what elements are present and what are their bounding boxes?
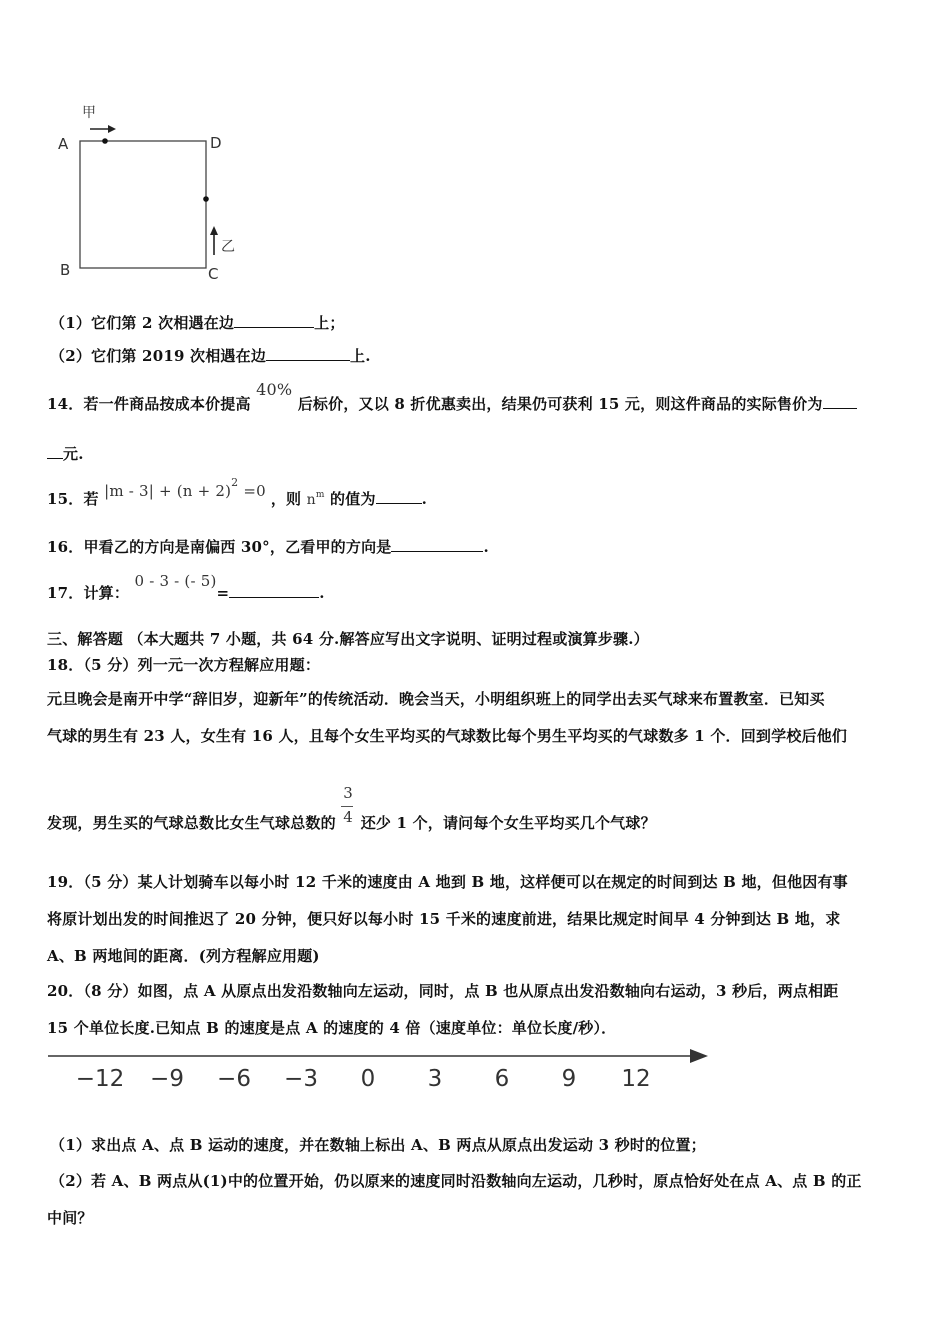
label-yi: 乙 xyxy=(221,239,235,255)
number-line-tick-label: −3 xyxy=(284,1066,318,1092)
q16-line xyxy=(47,536,489,557)
q18-line3-pre: 发现，男生买的气球总数比女生气球总数的 xyxy=(47,814,336,832)
q14-post: 后标价，又以 8 折优惠卖出，结果仍可获利 15 元，则这件商品的实际售价为 xyxy=(297,395,823,413)
q18-line1: 元旦晚会是南开中学“辞旧岁，迎新年”的传统活动．晚会当天，小明组织班上的同学出去买气球来布置教室．已知买 xyxy=(47,690,825,708)
q15-power-base: n xyxy=(306,492,316,508)
corner-label-c: C xyxy=(208,265,219,283)
q14-unit: 元. xyxy=(63,445,84,463)
q15-pre: 15．若 xyxy=(47,490,99,508)
number-line-tick-label: 12 xyxy=(621,1066,651,1092)
point-jia xyxy=(102,138,108,144)
q13-sub2 xyxy=(50,345,371,366)
square-figure xyxy=(50,95,250,295)
number-line-ticks xyxy=(76,1066,651,1092)
q14-line2 xyxy=(47,443,84,464)
q15-eq: =0 xyxy=(243,482,266,500)
q17-line xyxy=(47,572,325,603)
q19-line2: 将原计划出发的时间推迟了 20 分钟，便只好以每小时 15 千米的速度前进，结果比规定时间早 4 分钟到达 B 地，求 xyxy=(47,910,841,928)
q17-blank[interactable] xyxy=(229,583,319,598)
q20-sub1: （1）求出点 A、点 B 运动的速度，并在数轴上标出 A、B 两点从原点出发运动 3 秒时的位置； xyxy=(50,1136,706,1154)
q14-line xyxy=(47,380,857,414)
q15-mid-text: ，则 xyxy=(270,490,302,508)
q15-blank[interactable] xyxy=(376,489,422,504)
number-line-tick-label: 3 xyxy=(427,1066,443,1092)
q19-line3: A、B 两地间的距离．(列方程解应用题) xyxy=(47,947,320,965)
number-line-tick-label: 0 xyxy=(360,1066,376,1092)
q15-power-exp: m xyxy=(315,490,325,500)
q16-blank[interactable] xyxy=(391,537,483,552)
number-line xyxy=(44,1042,724,1102)
number-line-tick-label: −6 xyxy=(217,1066,251,1092)
arrow-jia-head xyxy=(108,125,116,133)
arrow-yi-head xyxy=(210,226,218,235)
q15-end: . xyxy=(421,490,428,508)
q13-sub2-pre: （2）它们第 2019 次相遇在边 xyxy=(50,347,267,365)
q14-percent: 40% xyxy=(256,380,293,399)
q18-fraction xyxy=(341,784,355,828)
square-abcd xyxy=(80,141,206,268)
q16-end: . xyxy=(483,538,489,556)
corner-label-d: D xyxy=(210,134,222,152)
q18-line3-post: 还少 1 个，请问每个女生平均买几个气球？ xyxy=(360,814,656,832)
q15-line xyxy=(47,476,428,509)
q15-expression: $|m - 3| + (n + 2)^2 =0$ xyxy=(104,476,266,500)
q17-end: . xyxy=(319,584,325,602)
corner-label-a: A xyxy=(58,135,69,153)
q20-sub2-line1: （2）若 A、B 两点从(1)中的位置开始，仍以原来的速度同时沿数轴向左运动，几秒时，原点恰好处在点 A、点 B 的正 xyxy=(50,1172,862,1190)
q14-blank-a[interactable] xyxy=(823,394,857,409)
q13-sub2-blank[interactable] xyxy=(266,346,350,361)
point-yi xyxy=(203,196,209,202)
number-line-tick-label: −9 xyxy=(150,1066,184,1092)
q15-post: 的值为 xyxy=(330,490,376,508)
q20-line1: 20．（8 分）如图，点 A 从原点出发沿数轴向左运动，同时，点 B 也从原点出发沿数轴向右运动，3 秒后，两点相距 xyxy=(47,982,839,1000)
q19-line1: 19．（5 分）某人计划骑车以每小时 12 千米的速度由 A 地到 B 地，这样便可以在规定的时间到达 B 地，但他因有事 xyxy=(47,873,848,891)
q20-line2: 15 个单位长度.已知点 B 的速度是点 A 的速度的 4 倍（速度单位：单位长度/秒）． xyxy=(47,1019,617,1037)
q18-line2: 气球的男生有 23 人，女生有 16 人，且每个女生平均买的气球数比每个男生平均买的气球数多 1 个．回到学校后他们 xyxy=(47,727,848,745)
q18-frac-bar xyxy=(341,806,353,807)
q17-pre: 17．计算： xyxy=(47,584,130,602)
q15-power xyxy=(307,492,325,508)
q17-eq: = xyxy=(216,584,230,602)
number-line-arrow xyxy=(690,1049,708,1063)
q15-mid: + (n + 2) xyxy=(159,482,232,500)
q13-sub2-post: 上. xyxy=(350,347,371,365)
q17-expr: 0 - 3 - (- 5) xyxy=(134,572,217,590)
q15-abs: m - 3 xyxy=(109,482,149,500)
number-line-tick-label: −12 xyxy=(75,1066,125,1092)
q13-sub1 xyxy=(50,312,345,333)
q13-sub1-pre: （1）它们第 2 次相遇在边 xyxy=(50,314,235,332)
corner-label-b: B xyxy=(60,261,71,279)
section3-header: 三、解答题 （本大题共 7 小题，共 64 分.解答应写出文字说明、证明过程或演算步骤.） xyxy=(47,630,649,648)
q18-line3 xyxy=(47,784,656,833)
label-jia: 甲 xyxy=(82,105,96,121)
number-line-tick-label: 9 xyxy=(561,1066,577,1092)
q14-pre: 14．若一件商品按成本价提高 xyxy=(47,395,251,413)
q18-title: 18．（5 分）列一元一次方程解应用题： xyxy=(47,656,321,674)
q18-frac-den: 4 xyxy=(343,808,353,826)
q13-sub1-post: 上； xyxy=(314,314,345,332)
q18-frac-num: 3 xyxy=(343,784,353,802)
q20-sub2-line2: 中间？ xyxy=(47,1209,93,1227)
q16-text: 16．甲看乙的方向是南偏西 30°，乙看甲的方向是 xyxy=(47,538,392,556)
number-line-tick-label: 6 xyxy=(494,1066,510,1092)
q13-sub1-blank[interactable] xyxy=(234,313,314,328)
q15-exp: 2 xyxy=(231,476,239,489)
q14-blank-b[interactable] xyxy=(47,444,63,459)
